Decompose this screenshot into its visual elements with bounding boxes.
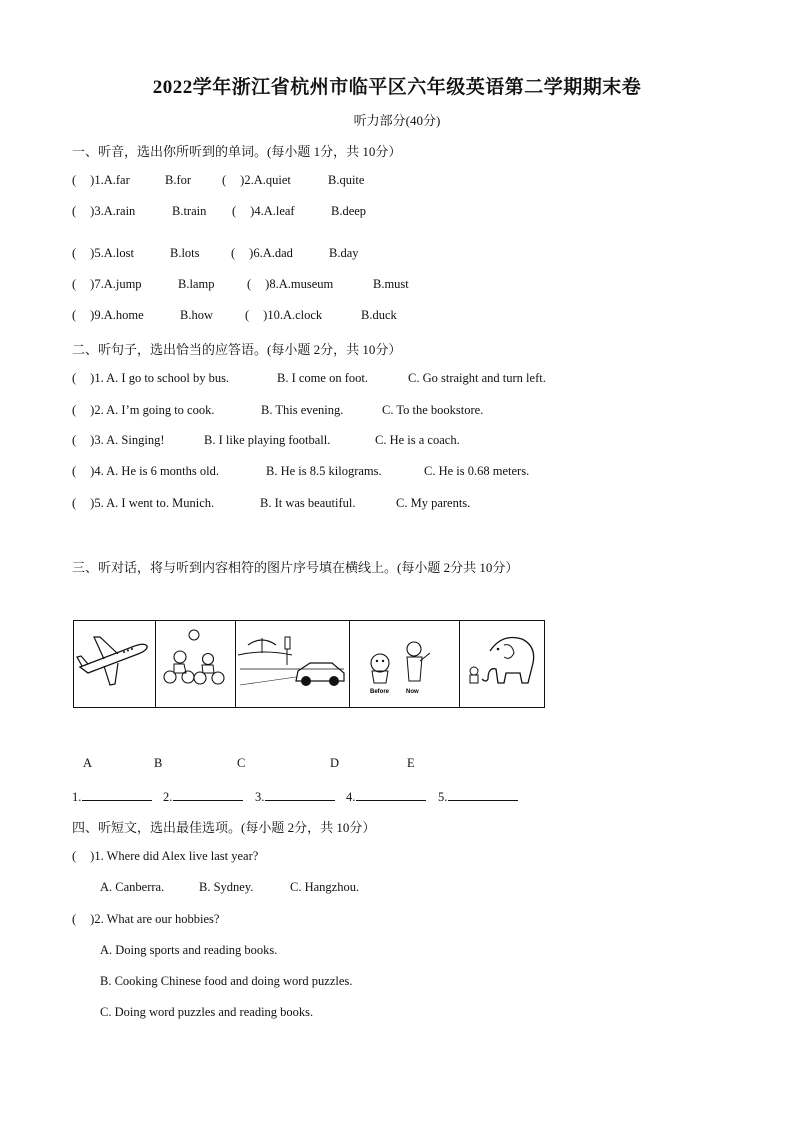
car-icon	[236, 621, 348, 706]
s4-q2: ( )2. What are our hobbies?	[72, 912, 220, 926]
picture-letter-e: E	[407, 756, 415, 770]
caption-before: Before	[370, 689, 390, 695]
s2-item5-a: ( )5. A. I went to. Munich.	[72, 496, 215, 510]
s1-row2-item1: ( )3.A.rain	[72, 204, 136, 218]
s1-row3-item2-b: B.day	[329, 246, 359, 260]
section1-heading: 一、听音，选出你所听到的单词。(每小题 1分，共 10分）	[72, 144, 402, 159]
s2-item4-c: C. He is 0.68 meters.	[424, 464, 530, 478]
s1-row4-item1-b: B.lamp	[178, 277, 215, 291]
s1-row2-item2-b: B.deep	[331, 204, 367, 218]
dog-icon	[350, 621, 458, 706]
picture-letter-b: B	[154, 756, 163, 770]
s2-item3-c: C. He is a coach.	[375, 433, 460, 447]
s2-item1-b: B. I come on foot.	[277, 371, 368, 385]
s2-item2-a: ( )2. A. I’m going to cook.	[72, 403, 215, 417]
s1-row4-item2: ( )8.A.museum	[247, 277, 334, 291]
picture-strip	[73, 620, 545, 708]
s1-row5-item2: ( )10.A.clock	[245, 308, 323, 322]
s1-row1-item2: ( )2.A.quiet	[222, 173, 291, 187]
answer-blank-4[interactable]: 4.	[346, 788, 426, 805]
section2-heading: 二、听句子，选出恰当的应答语。(每小题 2分，共 10分）	[72, 342, 402, 357]
airplane-icon	[74, 621, 154, 706]
s4-q1-a: A. Canberra.	[100, 880, 165, 894]
s4-q1-c: C. Hangzhou.	[290, 880, 360, 894]
s2-item1-a: ( )1. A. I go to school by bus.	[72, 371, 230, 385]
picture-elephant	[460, 621, 544, 707]
s2-item3-b: B. I like playing football.	[204, 433, 331, 447]
s1-row2-item1-b: B.train	[172, 204, 207, 218]
s1-row5-item2-b: B.duck	[361, 308, 397, 322]
picture-children-cycling	[156, 621, 236, 707]
picture-letter-d: D	[330, 756, 340, 770]
s2-item5-b: B. It was beautiful.	[260, 496, 356, 510]
s1-row2-item2: ( )4.A.leaf	[232, 204, 295, 218]
s1-row3-item2: ( )6.A.dad	[231, 246, 293, 260]
picture-letter-c: C	[237, 756, 246, 770]
s2-item4-a: ( )4. A. He is 6 months old.	[72, 464, 219, 478]
caption-now: Now	[406, 689, 419, 695]
answer-blank-5[interactable]: 5.	[438, 788, 518, 805]
elephant-icon	[460, 621, 542, 706]
picture-airplane	[74, 621, 156, 707]
s4-q1-b: B. Sydney.	[199, 880, 254, 894]
s4-q2-b: B. Cooking Chinese food and doing word puzzles.	[100, 974, 353, 988]
answer-blank-3[interactable]: 3.	[255, 788, 335, 805]
s1-row3-item1: ( )5.A.lost	[72, 246, 134, 260]
s2-item2-b: B. This evening.	[261, 403, 344, 417]
picture-letter-a: A	[83, 756, 93, 770]
section3-heading: 三、听对话，将与听到内容相符的图片序号填在横线上。(每小题 2分共 10分）	[72, 560, 519, 575]
page-title: 2022学年浙江省杭州市临平区六年级英语第二学期期末卷	[152, 77, 642, 98]
s1-row3-item1-b: B.lots	[170, 246, 200, 260]
s2-item4-b: B. He is 8.5 kilograms.	[266, 464, 382, 478]
paren-open: (	[72, 173, 77, 187]
s1-row4-item2-b: B.must	[373, 277, 409, 291]
s4-q2-c: C. Doing word puzzles and reading books.	[100, 1005, 314, 1019]
cycling-icon	[156, 621, 234, 706]
s2-item1-c: C. Go straight and turn left.	[408, 371, 546, 385]
section-subtitle: 听力部分(40分)	[353, 113, 441, 128]
s1-row4-item1: ( )7.A.jump	[72, 277, 142, 291]
s4-q2-a: A. Doing sports and reading books.	[100, 943, 278, 957]
s1-row1-item1: ( )1.A.far	[72, 173, 130, 187]
s4-q1: ( )1. Where did Alex live last year?	[72, 849, 259, 863]
s2-item3-a: ( )3. A. Singing!	[72, 433, 165, 447]
s2-item2-c: C. To the bookstore.	[382, 403, 484, 417]
s1-row5-item1: ( )9.A.home	[72, 308, 144, 322]
section4-heading: 四、听短文，选出最佳选项。(每小题 2分，共 10分）	[72, 820, 376, 835]
answer-blank-2[interactable]: 2.	[163, 788, 243, 805]
answer-blank-1[interactable]: 1.	[72, 788, 152, 805]
picture-beach-car	[236, 621, 350, 707]
s2-item5-c: C. My parents.	[396, 496, 471, 510]
picture-dog-before-now	[350, 621, 460, 707]
s1-row1-item2-b: B.quite	[328, 173, 365, 187]
s1-row5-item1-b: B.how	[180, 308, 213, 322]
s1-row1-item1-b: B.for	[165, 173, 192, 187]
